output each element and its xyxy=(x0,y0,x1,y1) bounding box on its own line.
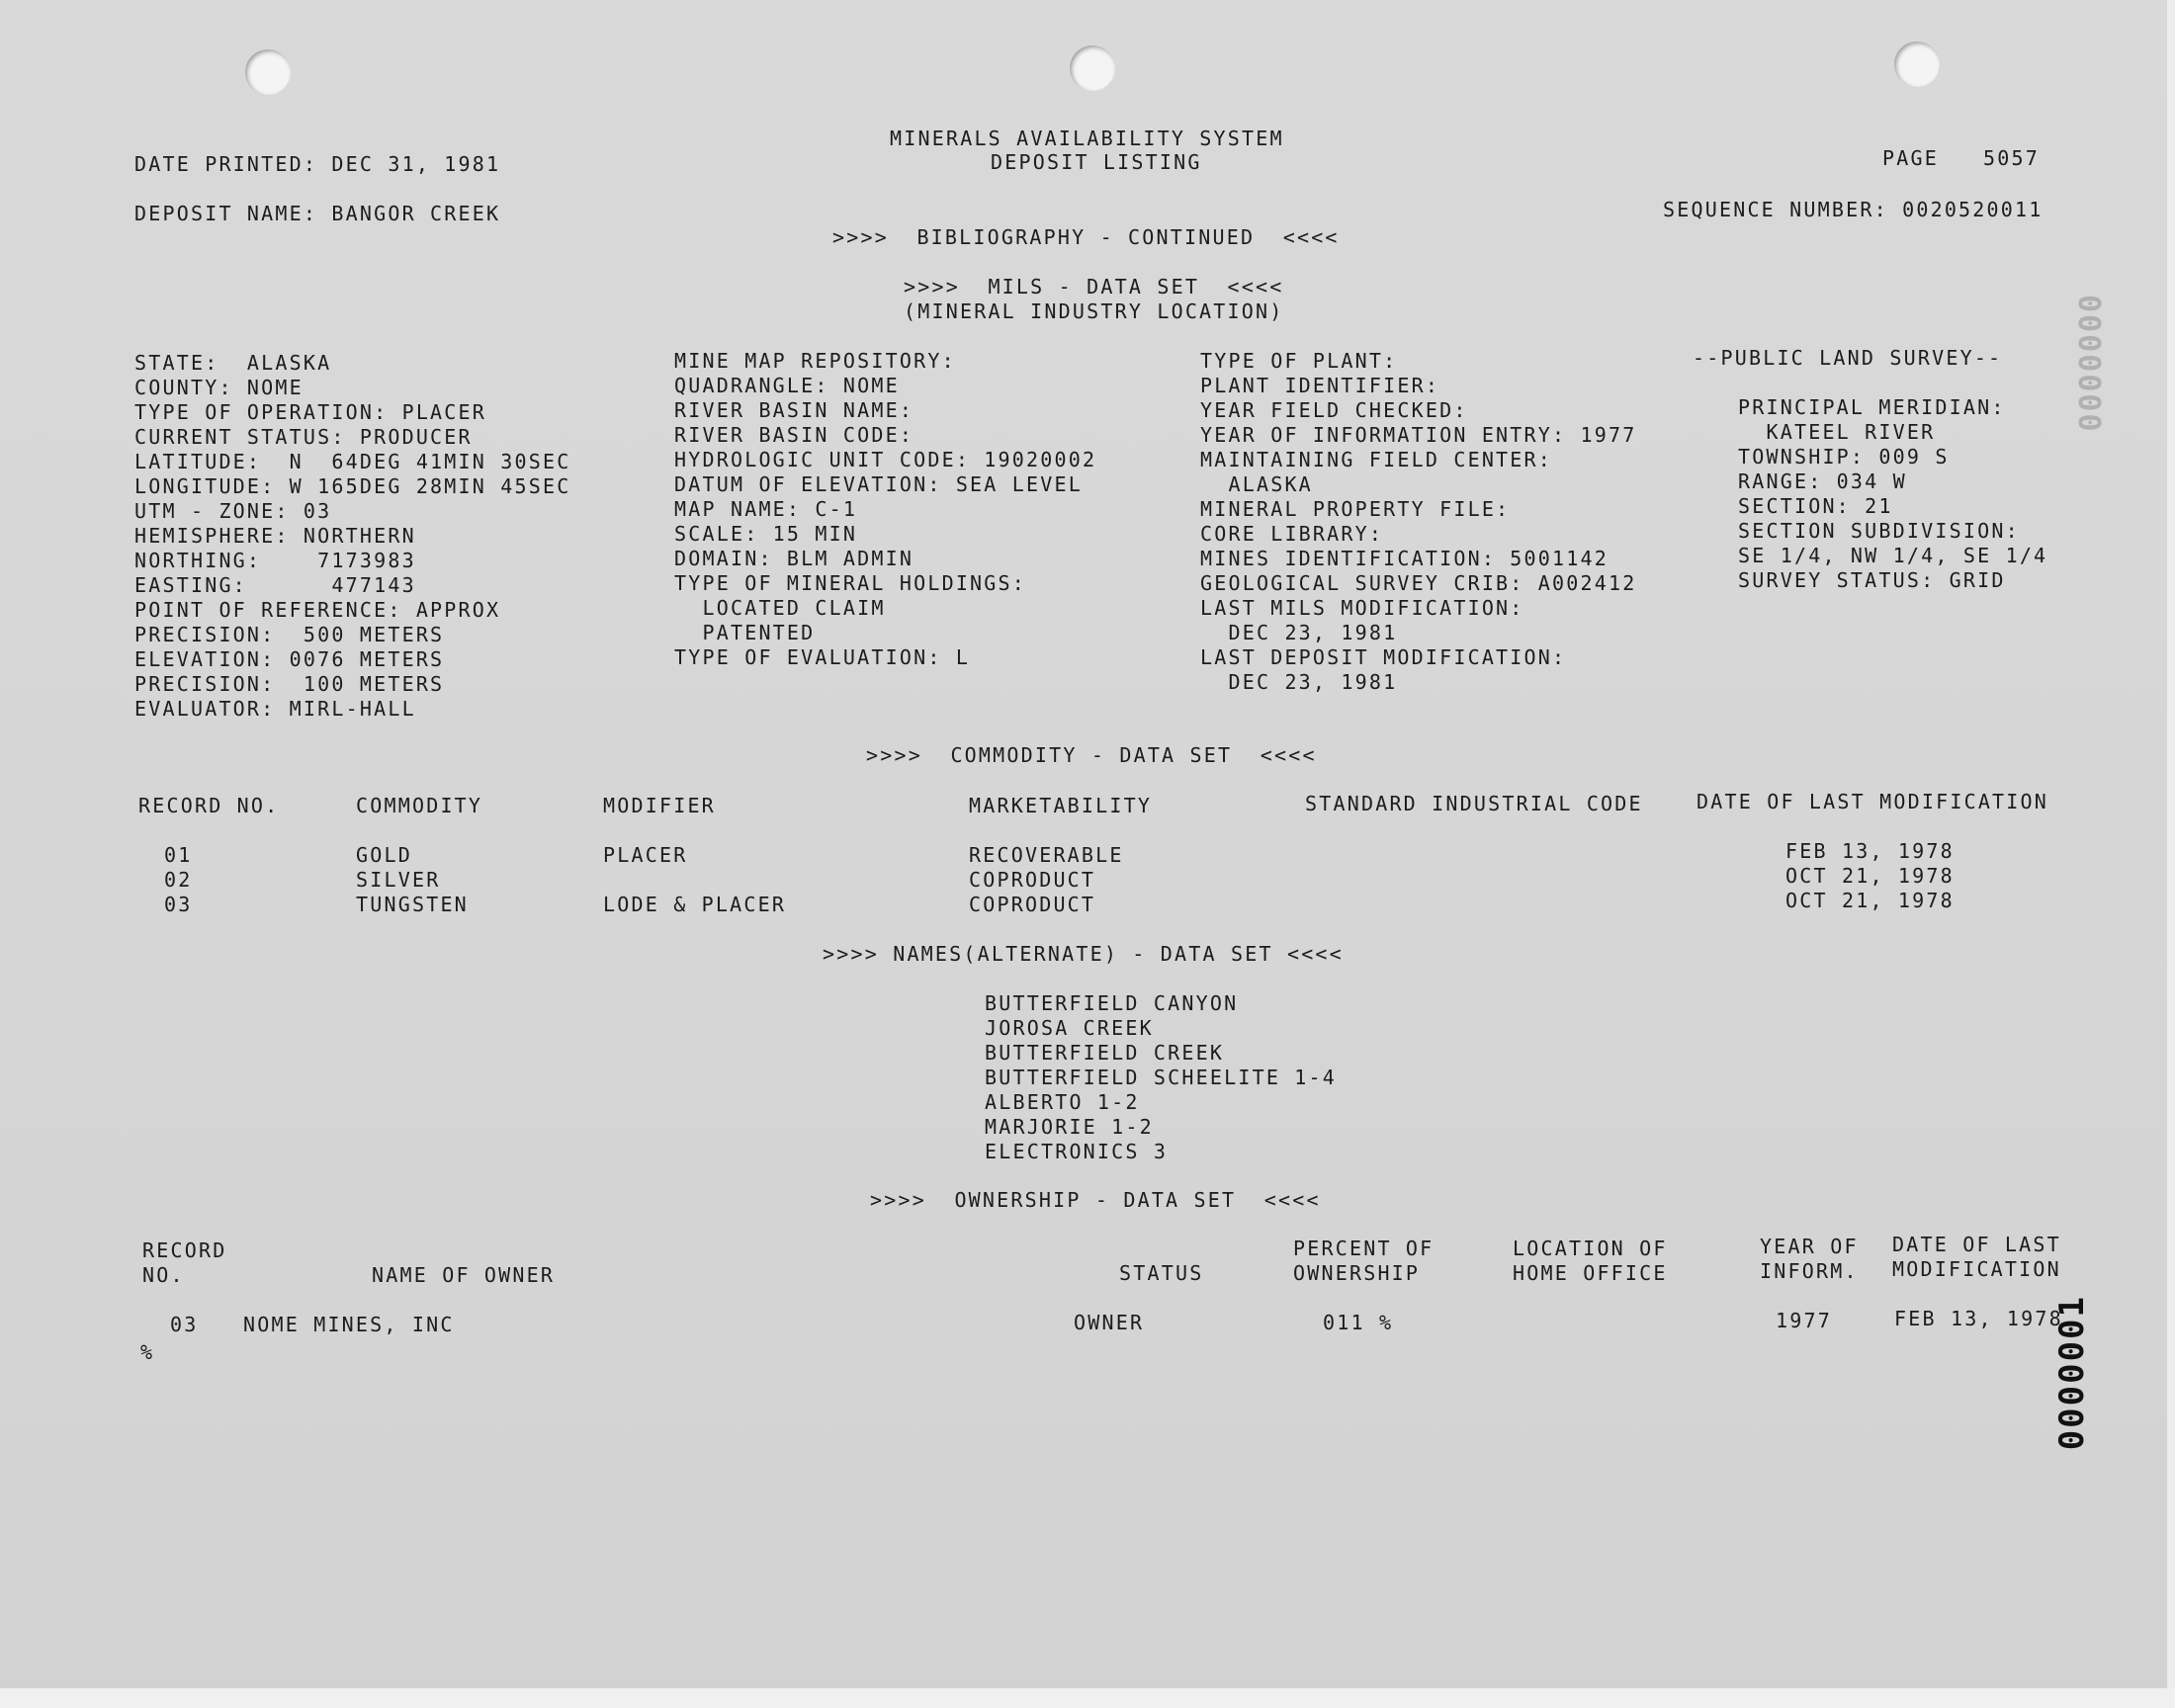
alternate-names-list xyxy=(985,991,1337,1164)
survey-field: SURVEY STATUS: GRID xyxy=(1738,568,2006,592)
ownership-col-record: RECORD NO. xyxy=(142,1238,227,1287)
mils-field: PRECISION: 500 METERS xyxy=(134,623,445,646)
commodity-col-commodity: COMMODITY xyxy=(356,794,483,817)
commodity-name: TUNGSTEN xyxy=(356,893,469,916)
mils-heading: >>>> MILS - DATA SET <<<< xyxy=(904,275,1284,299)
page-edge xyxy=(2167,0,2175,1708)
mils-subheading: (MINERAL INDUSTRY LOCATION) xyxy=(904,299,1284,323)
faint-stamp: 0000000 xyxy=(2074,293,2109,432)
commodity-col-record: RECORD NO. xyxy=(138,794,280,817)
commodity-date: OCT 21, 1978 xyxy=(1785,864,1955,888)
owner-percent: 011 % xyxy=(1323,1311,1394,1334)
mils-field: RIVER BASIN CODE: xyxy=(674,423,914,447)
owner-year: 1977 xyxy=(1776,1309,1832,1332)
ownership-heading: >>>> OWNERSHIP - DATA SET <<<< xyxy=(870,1188,1321,1212)
list-item: ELECTRONICS 3 xyxy=(985,1140,1169,1163)
survey-field: SECTION: 21 xyxy=(1738,494,1893,518)
mils-field: DEC 23, 1981 xyxy=(1200,621,1398,644)
survey-field: SE 1/4, NW 1/4, SE 1/4 xyxy=(1738,544,2048,567)
list-item: MARJORIE 1-2 xyxy=(985,1115,1154,1139)
page-label: PAGE xyxy=(1882,146,1939,170)
mils-field: MINES IDENTIFICATION: 5001142 xyxy=(1200,547,1609,570)
mils-field: STATE: ALASKA xyxy=(134,351,332,375)
commodity-marketability: COPRODUCT xyxy=(969,868,1096,892)
owner-date: FEB 13, 1978 xyxy=(1894,1307,2063,1330)
mils-field: LONGITUDE: W 165DEG 28MIN 45SEC xyxy=(134,474,571,498)
mils-field: RIVER BASIN NAME: xyxy=(674,398,914,422)
sequence-number: SEQUENCE NUMBER: 0020520011 xyxy=(1663,198,2044,221)
ownership-col-status: STATUS xyxy=(1119,1261,1204,1285)
mils-field: NORTHING: 7173983 xyxy=(134,549,416,572)
commodity-col-modifier: MODIFIER xyxy=(603,794,716,817)
mils-field: GEOLOGICAL SURVEY CRIB: A002412 xyxy=(1200,571,1637,595)
ownership-col-percent: PERCENT OF OWNERSHIP xyxy=(1293,1237,1435,1285)
mils-column-1 xyxy=(134,351,570,722)
mils-field: YEAR OF INFORMATION ENTRY: 1977 xyxy=(1200,423,1637,447)
system-title: MINERALS AVAILABILITY SYSTEM xyxy=(890,127,1284,150)
mils-field: POINT OF REFERENCE: APPROX xyxy=(134,598,501,622)
mils-field: HYDROLOGIC UNIT CODE: 19020002 xyxy=(674,448,1097,471)
mils-field: HEMISPHERE: NORTHERN xyxy=(134,524,416,548)
mils-field: PLANT IDENTIFIER: xyxy=(1200,374,1440,397)
mils-field: COUNTY: NOME xyxy=(134,376,304,399)
mils-field: LAST MILS MODIFICATION: xyxy=(1200,596,1524,620)
owner-name: NOME MINES, INC xyxy=(243,1313,455,1336)
punch-hole-center xyxy=(1070,45,1115,91)
survey-field: TOWNSHIP: 009 S xyxy=(1738,445,1950,469)
commodity-marketability: COPRODUCT xyxy=(969,893,1096,916)
mils-field: TYPE OF EVALUATION: L xyxy=(674,645,971,669)
record-stamp: 0000001 xyxy=(2052,1295,2092,1451)
list-item: JOROSA CREEK xyxy=(985,1016,1154,1040)
ownership-col-year: YEAR OF INFORM. xyxy=(1760,1235,1859,1283)
mils-field: TYPE OF MINERAL HOLDINGS: xyxy=(674,571,1027,595)
mils-field: PRECISION: 100 METERS xyxy=(134,672,445,696)
names-heading: >>>> NAMES(ALTERNATE) - DATA SET <<<< xyxy=(823,942,1344,966)
public-land-survey-heading: --PUBLIC LAND SURVEY-- xyxy=(1693,346,2003,370)
deposit-name: DEPOSIT NAME: BANGOR CREEK xyxy=(134,202,501,225)
list-item: BUTTERFIELD CANYON xyxy=(985,991,1239,1015)
mils-field: MINERAL PROPERTY FILE: xyxy=(1200,497,1511,521)
mils-column-3 xyxy=(1200,349,1636,695)
mils-field: DATUM OF ELEVATION: SEA LEVEL xyxy=(674,472,1083,496)
date-printed: DATE PRINTED: DEC 31, 1981 xyxy=(134,152,501,176)
commodity-modifier: LODE & PLACER xyxy=(603,893,787,916)
ownership-col-location: LOCATION OF HOME OFFICE xyxy=(1513,1237,1668,1285)
commodity-col-date: DATE OF LAST MODIFICATION xyxy=(1696,790,2049,813)
ownership-col-date: DATE OF LAST MODIFICATION xyxy=(1892,1233,2061,1281)
mils-field: YEAR FIELD CHECKED: xyxy=(1200,398,1468,422)
mils-field: EVALUATOR: MIRL-HALL xyxy=(134,697,416,721)
mils-field: DEC 23, 1981 xyxy=(1200,670,1398,694)
mils-field: ALASKA xyxy=(1200,472,1313,496)
mils-field: TYPE OF PLANT: xyxy=(1200,349,1398,373)
page-number: 5057 xyxy=(1983,146,2040,170)
mils-field: MINE MAP REPOSITORY: xyxy=(674,349,956,373)
ownership-record: 03 xyxy=(170,1313,199,1336)
mils-field: CORE LIBRARY: xyxy=(1200,522,1384,546)
mils-field: LATITUDE: N 64DEG 41MIN 30SEC xyxy=(134,450,571,473)
page-bottom-edge xyxy=(0,1688,2175,1708)
commodity-col-marketability: MARKETABILITY xyxy=(969,794,1153,817)
mils-field: MAINTAINING FIELD CENTER: xyxy=(1200,448,1553,471)
punch-hole-right xyxy=(1894,42,1940,87)
mils-column-2 xyxy=(674,349,1096,670)
commodity-record: 03 xyxy=(164,893,193,916)
commodity-name: GOLD xyxy=(356,843,412,867)
mils-field: ELEVATION: 0076 METERS xyxy=(134,647,445,671)
mils-column-4 xyxy=(1738,395,2047,593)
mils-field: MAP NAME: C-1 xyxy=(674,497,858,521)
commodity-date: FEB 13, 1978 xyxy=(1785,839,1955,863)
mils-field: QUADRANGLE: NOME xyxy=(674,374,900,397)
punch-hole-left xyxy=(245,49,291,95)
commodity-name: SILVER xyxy=(356,868,441,892)
survey-field: PRINCIPAL MERIDIAN: xyxy=(1738,395,2006,419)
list-item: BUTTERFIELD CREEK xyxy=(985,1041,1225,1065)
commodity-heading: >>>> COMMODITY - DATA SET <<<< xyxy=(866,743,1317,767)
mils-field: EASTING: 477143 xyxy=(134,573,416,597)
mils-field: CURRENT STATUS: PRODUCER xyxy=(134,425,473,449)
mils-field: DOMAIN: BLM ADMIN xyxy=(674,547,914,570)
survey-field: SECTION SUBDIVISION: xyxy=(1738,519,2020,543)
mils-field: SCALE: 15 MIN xyxy=(674,522,858,546)
mils-field: TYPE OF OPERATION: PLACER xyxy=(134,400,487,424)
ownership-col-name: NAME OF OWNER xyxy=(372,1263,556,1287)
mils-field: LOCATED CLAIM xyxy=(674,596,886,620)
bibliography-heading: >>>> BIBLIOGRAPHY - CONTINUED <<<< xyxy=(832,225,1340,249)
mils-field: LAST DEPOSIT MODIFICATION: xyxy=(1200,645,1567,669)
listing-title: DEPOSIT LISTING xyxy=(991,150,1202,174)
owner-status: OWNER xyxy=(1074,1311,1145,1334)
commodity-record: 01 xyxy=(164,843,193,867)
end-marker: % xyxy=(140,1340,155,1364)
list-item: ALBERTO 1-2 xyxy=(985,1090,1140,1114)
commodity-date: OCT 21, 1978 xyxy=(1785,889,1955,912)
survey-field: KATEEL RIVER xyxy=(1738,420,1936,444)
list-item: BUTTERFIELD SCHEELITE 1-4 xyxy=(985,1066,1338,1089)
survey-field: RANGE: 034 W xyxy=(1738,470,1907,493)
commodity-modifier: PLACER xyxy=(603,843,688,867)
mils-field: PATENTED xyxy=(674,621,816,644)
commodity-col-sic: STANDARD INDUSTRIAL CODE xyxy=(1305,792,1643,815)
mils-field: UTM - ZONE: 03 xyxy=(134,499,332,523)
commodity-record: 02 xyxy=(164,868,193,892)
commodity-marketability: RECOVERABLE xyxy=(969,843,1124,867)
